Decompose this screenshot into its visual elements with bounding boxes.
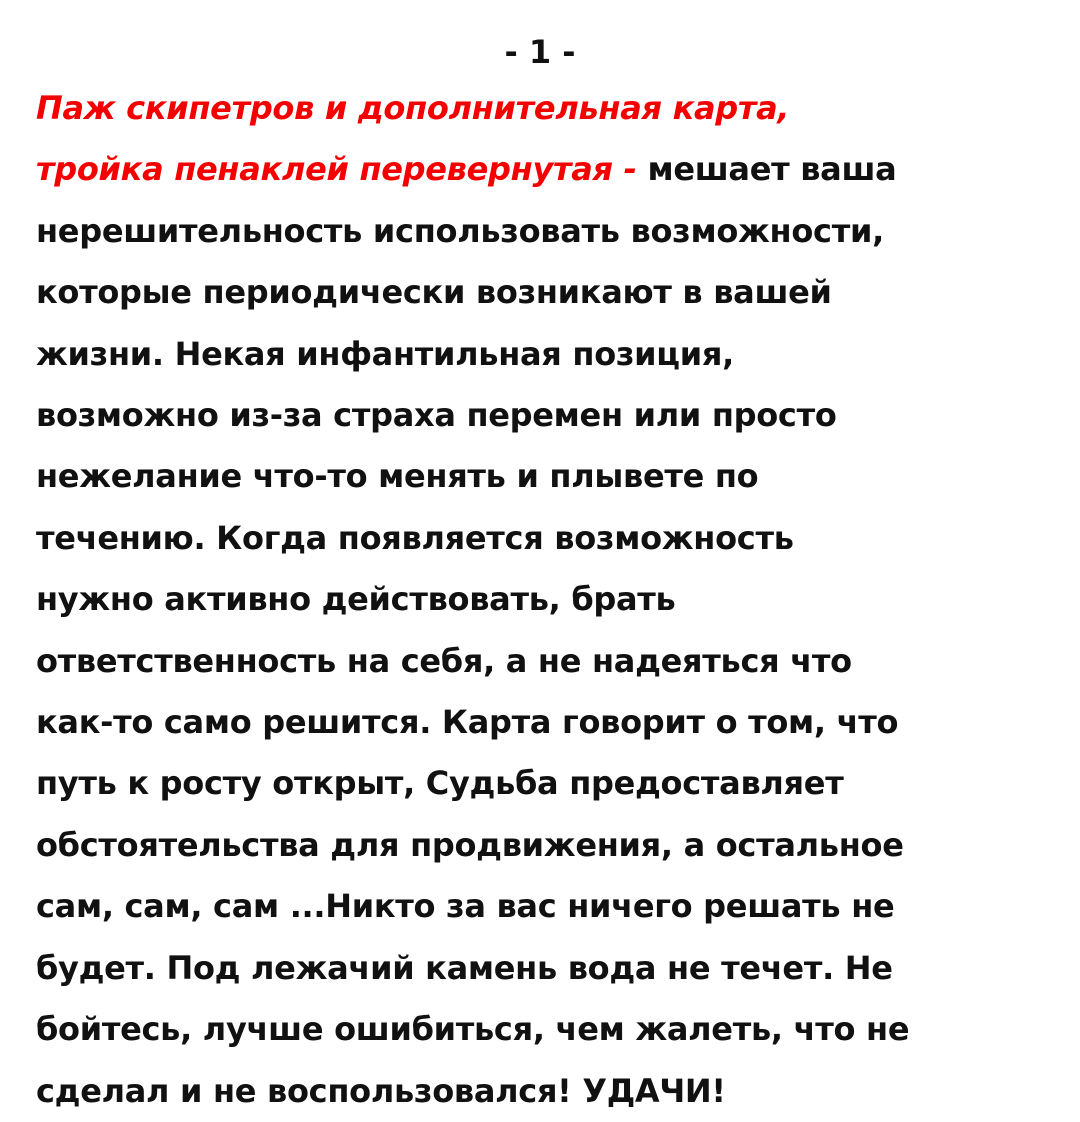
text-line-10 xyxy=(36,631,1046,692)
highlight-text: Паж скипетров и дополнительная карта, xyxy=(36,89,790,127)
text-line-17 xyxy=(36,1061,1046,1122)
plain-text: которые периодически возникают в вашей xyxy=(36,273,832,312)
plain-text: обстоятельства для продвижения, а остальное xyxy=(36,825,904,864)
text-line-8 xyxy=(36,508,1046,569)
plain-text: сделал и не воспользовался! УДАЧИ! xyxy=(36,1071,726,1110)
plain-text: бойтесь, лучше ошибиться, чем жалеть, что не xyxy=(36,1010,910,1049)
text-line-5 xyxy=(36,324,1046,385)
text-line-12 xyxy=(36,753,1046,814)
text-line-16 xyxy=(36,999,1046,1060)
text-line-6 xyxy=(36,385,1046,446)
plain-text: мешает ваша xyxy=(636,150,897,189)
text-line-4 xyxy=(36,262,1046,323)
highlight-text: тройка пенаклей перевернутая - xyxy=(36,150,637,189)
text-line-2 xyxy=(36,139,1046,200)
plain-text: ответственность на себя, а не надеяться что xyxy=(36,641,852,680)
text-line-11 xyxy=(36,692,1046,753)
text-line-3 xyxy=(36,201,1046,262)
plain-text: будет. Под лежачий камень вода не течет. Не xyxy=(36,948,893,987)
plain-text: путь к росту открыт, Судьба предоставляет xyxy=(36,764,844,803)
text-line-14 xyxy=(36,876,1046,937)
text-line-9 xyxy=(36,569,1046,630)
plain-text: нужно активно действовать, брать xyxy=(36,580,676,619)
text-line-7 xyxy=(36,446,1046,507)
plain-text: нежелание что-то менять и плывете по xyxy=(36,457,759,496)
plain-text: возможно из-за страха перемен или просто xyxy=(36,396,837,435)
page-number: - 1 - xyxy=(504,33,576,71)
plain-text: сам, сам, сам ...Никто за вас ничего решать не xyxy=(36,887,895,926)
body-text xyxy=(36,78,1046,1122)
text-line-1 xyxy=(36,78,1046,139)
plain-text: течению. Когда появляется возможность xyxy=(36,518,794,557)
plain-text: жизни. Некая инфантильная позиция, xyxy=(36,334,734,373)
plain-text: как-то само решится. Карта говорит о том, что xyxy=(36,703,899,742)
text-line-15 xyxy=(36,938,1046,999)
text-line-13 xyxy=(36,815,1046,876)
plain-text: нерешительность использовать возможности, xyxy=(36,211,884,250)
